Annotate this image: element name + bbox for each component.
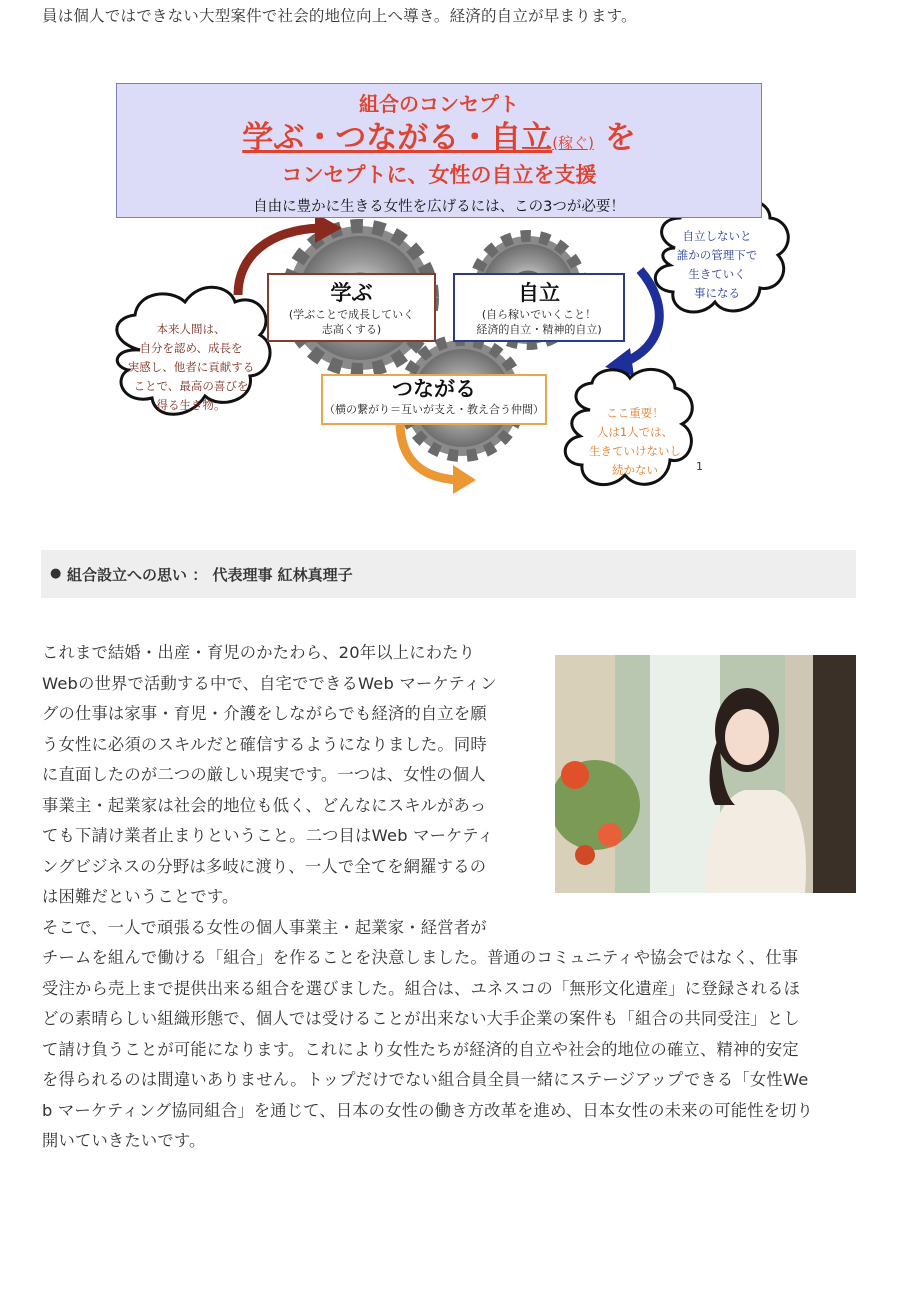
bubble-left-line: 本来人間は、 xyxy=(156,322,226,336)
bubble-right-line: 自立しないと xyxy=(682,229,752,243)
paragraph-line: う女性に必須のスキルだと確信するようになりました。同時 xyxy=(42,734,487,754)
bubble-left-text xyxy=(118,320,264,415)
bubble-left-line: 実感し、他者に貢献する xyxy=(127,360,255,374)
box-manabu-title: 学ぶ xyxy=(330,281,373,305)
concept-header xyxy=(116,83,762,218)
section-heading: 組合設立への思い ： 代表理事 紅林真理子 xyxy=(67,566,353,584)
paragraph-line: b マーケティング協同組合」を通じて、日本の女性の働き方改革を進め、日本女性の未来の可能性を切り xyxy=(42,1100,814,1120)
paragraph-line: グの仕事は家事・育児・介護をしながらでも経済的自立を願 xyxy=(42,704,487,723)
bubble-right-line: 事になる xyxy=(694,286,740,300)
box-tsunagaru-title: つながる xyxy=(392,377,476,401)
box-manabu-desc2: 志高くする) xyxy=(321,323,382,336)
box-manabu xyxy=(267,273,436,342)
representative-photo xyxy=(555,655,856,893)
portrait-image xyxy=(555,655,856,893)
paragraph-line: 開いていきたいです。 xyxy=(42,1131,206,1150)
concept-title: 組合のコンセプト xyxy=(359,92,519,116)
slogan-small: (稼ぐ) xyxy=(552,134,594,152)
concept-line: 自由に豊かに生きる女性を広げるには、この3つが必要！ xyxy=(253,199,625,215)
slogan-particle: を xyxy=(593,120,636,156)
bubble-left-line: ことで、最高の喜びを xyxy=(133,379,249,393)
figure-page-number: 1 xyxy=(696,460,703,473)
paragraph-2 xyxy=(42,943,857,1157)
bubble-bottom-line: ここ重要！ xyxy=(606,406,664,420)
intro-text-tail: 員は個人ではできない大型案件で社会的地位向上へ導き。経済的自立が早まります。 xyxy=(42,7,637,25)
paragraph-line: どの素晴らしい組織形態で、個人では受けることが出来ない大手企業の案件も「組合の共同受注」とし xyxy=(42,1009,800,1028)
concept-diagram xyxy=(110,80,800,505)
paragraph-line: を得られるのは間違いありません。トップだけでない組合員全員一緒にステージアップできる「女性We xyxy=(42,1070,809,1089)
box-tsunagaru-desc: （横の繋がり＝互いが支え・教え合う仲間） xyxy=(324,403,544,416)
paragraph-line: これまで結婚・出産・育児のかたわら、20年以上にわたり xyxy=(42,643,476,662)
box-jiritsu-desc2: 経済的自立・精神的自立) xyxy=(476,323,602,336)
paragraph-line: Webの世界で活動する中で、自宅でできるWeb マーケティン xyxy=(42,673,497,693)
box-jiritsu-desc1: (自ら稼いでいくこと！ xyxy=(481,308,597,321)
paragraph-line: チームを組んで働ける「組合」を作ることを決意しました。普通のコミュニティや協会ではなく、仕事 xyxy=(42,948,799,967)
bubble-bottom-text xyxy=(585,404,685,480)
paragraph-line: ても下請け業者止まりということ。二つ目はWeb マーケティ xyxy=(42,826,494,845)
arrow-navy-icon xyxy=(625,270,659,362)
bubble-bottom-line: 人は1人では、 xyxy=(596,425,674,439)
concept-subtitle: コンセプトに、女性の自立を支援 xyxy=(281,163,597,187)
paragraph-1 xyxy=(42,638,522,943)
paragraph-line: は困難だということです。 xyxy=(42,887,239,906)
bubble-right-line: 誰かの管理下で xyxy=(676,248,758,262)
bullet-icon: ● xyxy=(50,566,62,581)
box-tsunagaru xyxy=(321,374,547,425)
box-jiritsu xyxy=(453,273,625,342)
bubble-left-line: 得る生き物。 xyxy=(156,398,226,412)
box-manabu-desc1: (学ぶことで成長していく xyxy=(288,308,415,321)
paragraph-line: て請け負うことが可能になります。これにより女性たちが経済的自立や社会的地位の確立、精神的安定 xyxy=(42,1039,799,1059)
concept-main-slogan xyxy=(117,112,761,157)
box-jiritsu-title: 自立 xyxy=(518,281,560,305)
bubble-right-text xyxy=(667,227,767,303)
bubble-bottom-line: 続かない xyxy=(612,463,658,477)
section-heading-box xyxy=(41,550,856,598)
paragraph-line: 事業主・起業家は社会的地位も低く、どんなにスキルがあっ xyxy=(42,795,487,815)
paragraph-line: 受注から売上まで提供出来る組合を選びました。組合は、ユネスコの「無形文化遺産」に登録されるほ xyxy=(42,978,801,998)
bubble-bottom-line: 生きていけないし xyxy=(589,444,681,458)
paragraph-line: に直面したのが二つの厳しい現実です。一つは、女性の個人 xyxy=(42,765,486,784)
paragraph-line: そこで、一人で頑張る女性の個人事業主・起業家・経営者が xyxy=(42,917,487,937)
bubble-left-line: 自分を認め、成長を xyxy=(139,341,243,355)
bubble-right-line: 生きていく xyxy=(688,267,746,281)
paragraph-line: ングビジネスの分野は多岐に渡り、一人で全てを網羅するの xyxy=(42,856,487,876)
slogan-main: 学ぶ・つながる・自立 xyxy=(242,120,553,156)
